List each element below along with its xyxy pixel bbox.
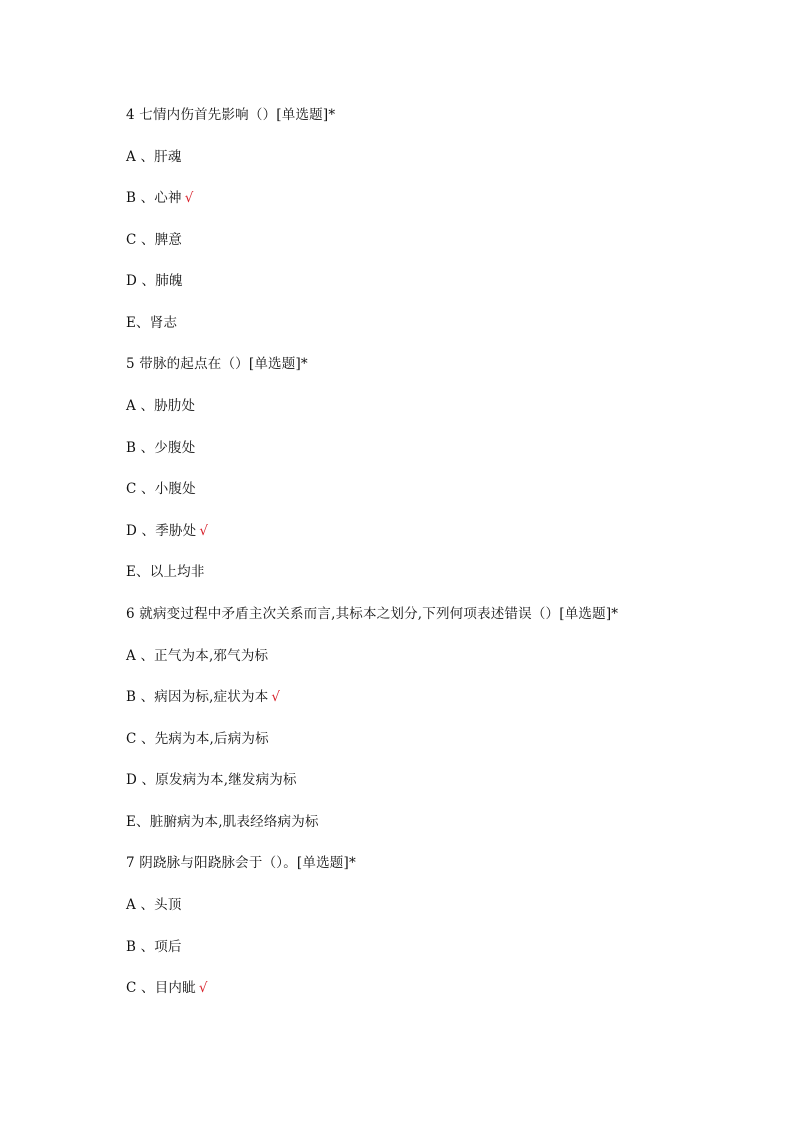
option-text: E、以上均非: [126, 564, 205, 580]
question-5-option-a: [126, 397, 195, 415]
question-5-text: [126, 355, 308, 373]
correct-check-icon: √: [271, 689, 281, 705]
option-text: B 、心神: [126, 190, 182, 206]
question-5-option-b: [126, 439, 195, 457]
option-text: A 、胁肋处: [126, 398, 196, 414]
question-7-text: [126, 854, 356, 872]
option-text: D 、季胁处: [126, 523, 197, 539]
option-text: A 、肝魂: [126, 149, 182, 165]
question-text: 5 带脉的起点在（）[单选题]*: [126, 356, 308, 372]
question-6-option-a: [126, 647, 268, 665]
question-6-option-c: [126, 730, 269, 748]
question-text: 4 七情内伤首先影响（）[单选题]*: [126, 107, 336, 123]
question-5-option-d: [126, 522, 208, 540]
question-text: 7 阴跷脉与阳跷脉会于（）。[单选题]*: [126, 855, 356, 871]
option-text: B 、病因为标,症状为本: [126, 689, 269, 705]
option-text: B 、少腹处: [126, 440, 196, 456]
correct-check-icon: √: [199, 523, 209, 539]
question-4-text: [126, 106, 335, 124]
question-4-option-b: [126, 189, 194, 207]
option-text: C 、目内眦: [126, 980, 196, 996]
option-text: C 、小腹处: [126, 481, 196, 497]
question-6-text: [126, 605, 618, 623]
option-text: D 、肺魄: [126, 273, 183, 289]
question-4-option-a: [126, 148, 182, 166]
option-text: E、肾志: [126, 315, 178, 331]
question-text: 6 就病变过程中矛盾主次关系而言,其标本之划分,下列何项表述错误（）[单选题]*: [126, 606, 619, 622]
option-text: A 、正气为本,邪气为标: [126, 648, 269, 664]
question-6-option-b: [126, 688, 280, 706]
question-5-option-e: [126, 563, 205, 581]
option-text: C 、先病为本,后病为标: [126, 731, 269, 747]
question-7-option-b: [126, 938, 182, 956]
option-text: D 、原发病为本,继发病为标: [126, 772, 297, 788]
question-6-option-d: [126, 771, 297, 789]
option-text: C 、脾意: [126, 232, 183, 248]
option-text: B 、项后: [126, 939, 182, 955]
correct-check-icon: √: [184, 190, 194, 206]
question-4-option-e: [126, 314, 177, 332]
option-text: A 、头顶: [126, 897, 182, 913]
question-5-option-c: [126, 480, 196, 498]
question-4-option-c: [126, 231, 182, 249]
option-text: E、脏腑病为本,肌表经络病为标: [126, 814, 319, 830]
question-7-option-a: [126, 896, 182, 914]
correct-check-icon: √: [198, 980, 208, 996]
question-6-option-e: [126, 813, 319, 831]
question-4-option-d: [126, 272, 183, 290]
question-7-option-c: [126, 979, 208, 997]
